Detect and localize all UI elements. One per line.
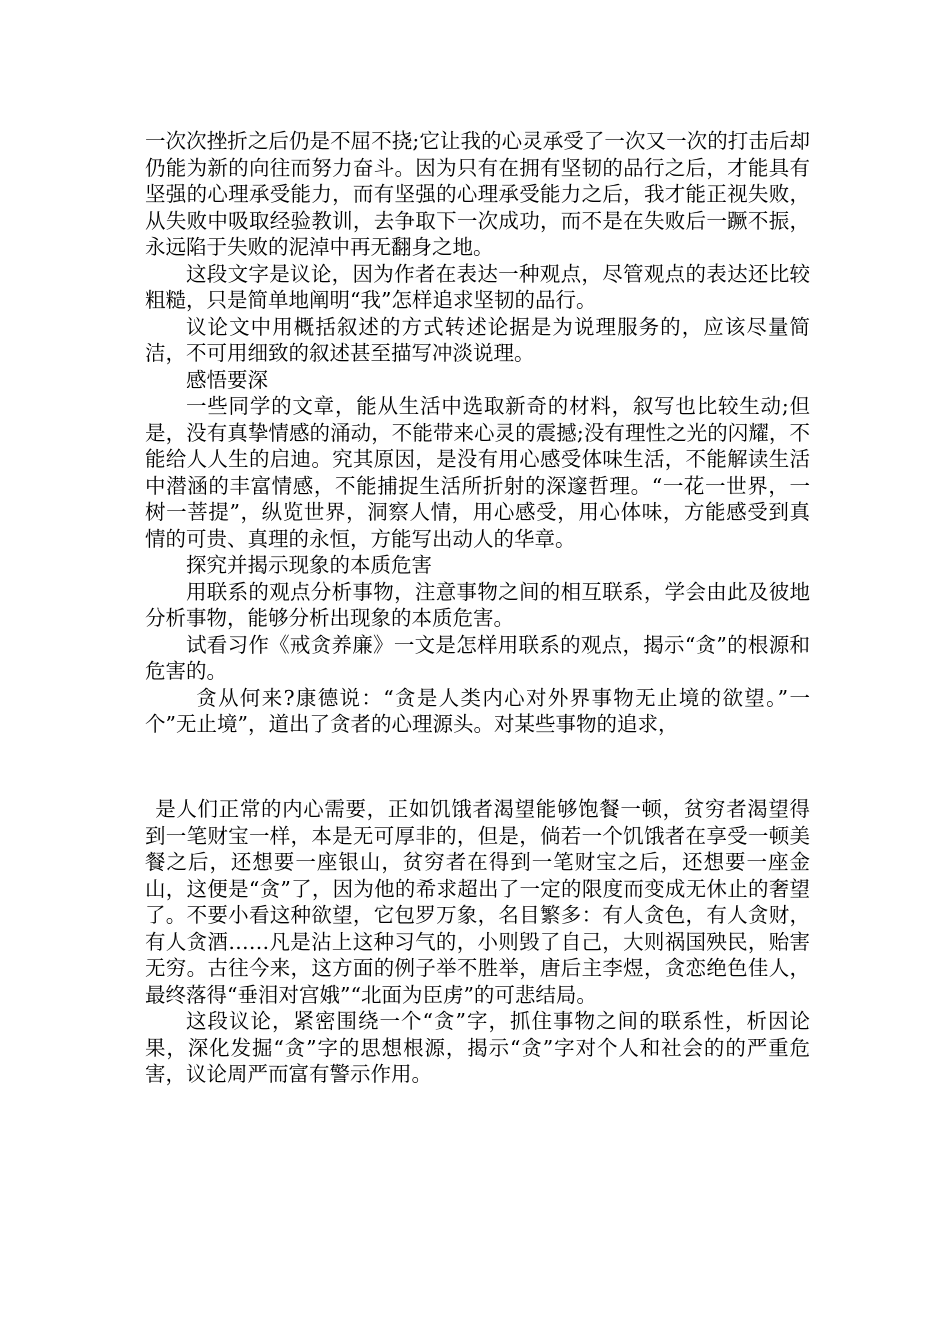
paragraph-greed-continuation: 是人们正常的内心需要，正如饥饿者渴望能够饱餐一顿，贫穷者渴望得到一笔财宝一样，本是无可厚非的，但是，倘若一个饥饿者在享受一顿美餐之后，还想要一座银山，贫穷者在得到一笔财宝之后，还想要一座金山，这便是“贪”了，因为他的希求超出了一定的限度而变成无休止的奢望了。不要小看这种欲望，它包罗万象，名目繁多：有人贪色，有人贪财，有人贪酒……凡是沾上这种习气的，小则毁了自己，大则祸国殃民，贻害无穷。古往今来，这方面的例子举不胜举，唐后主李煜，贪恋绝色佳人，最终落得“垂泪对宫娥”“北面为臣虏”的可悲结局。 (145, 797, 810, 1007)
paragraph-example-intro: 试看习作《戒贪养廉》一文是怎样用联系的观点，揭示“贪”的根源和危害的。 (145, 632, 810, 683)
paragraph-commentary: 这段文字是议论，因为作者在表达一种观点，尽管观点的表达还比较粗糙，只是简单地阐明“我”怎样追求坚韧的品行。 (145, 261, 810, 312)
section-heading-explore: 探究并揭示现象的本质危害 (186, 553, 432, 577)
paragraph-greed-commentary: 这段议论，紧密围绕一个“贪”字，抓住事物之间的联系性，析因论果，深化发掘“贪”字的思想根源，揭示“贪”字对个人和社会的的严重危害，议论周严而富有警示作用。 (145, 1009, 810, 1086)
paragraph-insight: 一些同学的文章，能从生活中选取新奇的材料，叙写也比较生动;但是，没有真挚情感的涌动，不能带来心灵的震撼;没有理性之光的闪耀，不能给人人生的启迪。究其原因，是没有用心感受体味生活，不能解读生活中潜涵的丰富情感，不能捕捉生活所折射的深邃哲理。“一花一世界，一树一菩提”，纵览世界，洞察人情，用心感受，用心体味，方能感受到真情的可贵、真理的永恒，方能写出动人的华章。 (145, 394, 810, 551)
paragraph-continuation: 一次次挫折之后仍是不屈不挠;它让我的心灵承受了一次又一次的打击后却仍能为新的向往而努力奋斗。因为只有在拥有坚韧的品行之后，才能具有坚强的心理承受能力，而有坚强的心理承受能力之后，我才能正视失败，从失败中吸取经验教训，去争取下一次成功，而不是在失败后一蹶不振，永远陷于失败的泥淖中再无翻身之地。 (145, 129, 810, 259)
paragraph-explore: 用联系的观点分析事物，注意事物之间的相互联系，学会由此及彼地分析事物，能够分析出现象的本质危害。 (145, 579, 810, 630)
paragraph-greed-origin: 贪从何来?康德说：“贪是人类内心对外界事物无止境的欲望。”一个”无止境”，道出了贪者的心理源头。对某些事物的追求， (145, 685, 810, 736)
text-block-upper (145, 128, 810, 738)
text-block-lower (145, 796, 810, 1088)
paragraph-argument-note: 议论文中用概括叙述的方式转述论据是为说理服务的，应该尽量简洁，不可用细致的叙述甚至描写冲淡说理。 (145, 314, 810, 365)
section-heading-insight: 感悟要深 (186, 367, 268, 392)
